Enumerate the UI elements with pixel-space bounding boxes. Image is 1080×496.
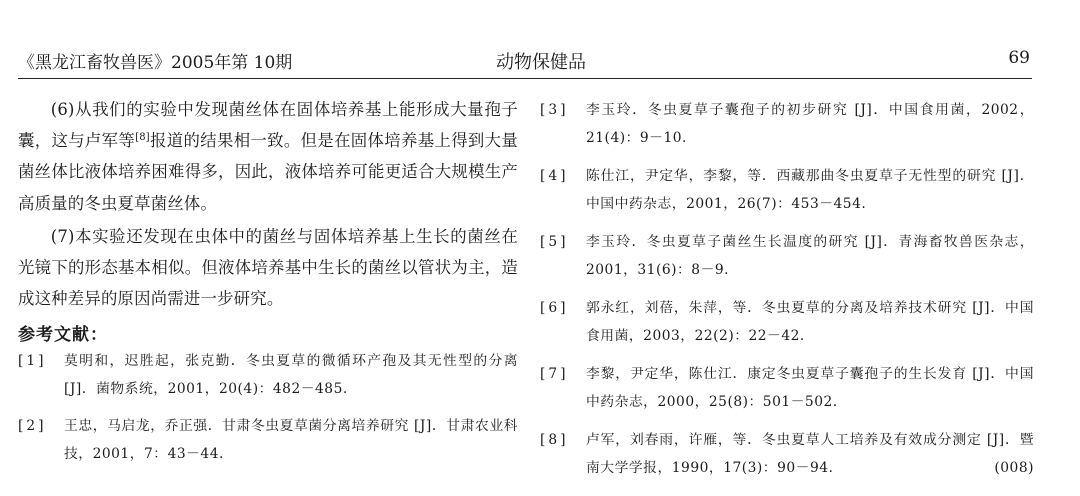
paragraph-7: (7)本实验还发现在虫体中的菌丝与固体培养基上生长的菌丝在光镜下的形态基本相似。但液体培养基中生长的菌丝以管状为主，造成这种差异的原因尚需进一步研究。 — [18, 226, 518, 309]
reference-number: [3] — [540, 102, 569, 118]
reference-item-7 — [540, 360, 1034, 416]
reference-text-body: 卢军，刘春雨，许雁，等．冬虫夏草人工培养及有效成分测定 [J]．暨南大学学报，1990，17(3)：90－94. — [586, 432, 1034, 476]
reference-number: [6] — [540, 300, 569, 316]
running-header — [18, 44, 1030, 74]
citation-8[interactable]: [8] — [135, 132, 150, 144]
reference-item-4 — [540, 162, 1034, 218]
header-rule — [18, 78, 1032, 79]
reference-text: 陈仕江，尹定华，李黎，等．西藏那曲冬虫夏草子无性型的研究 [J]．中国中药杂志，2001，26(7)：453－454. — [586, 168, 1034, 212]
reference-item-8 — [540, 426, 1034, 482]
reference-number: [4] — [540, 168, 569, 184]
reference-number: [1] — [18, 353, 47, 370]
reference-number: [2] — [18, 418, 47, 435]
reference-text: 李玉玲．冬虫夏草子囊孢子的初步研究 [J]．中国食用菌，2002，21(4)：9－10. — [586, 102, 1034, 146]
reference-text: 李黎，尹定华，陈仕江．康定冬虫夏草子囊孢子的生长发育 [J]．中国中药杂志，2000，25(8)：501－502. — [586, 366, 1034, 410]
paragraph-6 — [18, 94, 518, 219]
left-column — [18, 94, 518, 477]
article-code: (008) — [994, 460, 1034, 476]
reference-item-3 — [540, 96, 1034, 152]
reference-item-6 — [540, 294, 1034, 350]
reference-text: 李玉玲．冬虫夏草子菌丝生长温度的研究 [J]．青海畜牧兽医杂志，2001，31(6)：8－9. — [586, 234, 1034, 278]
references-title: 参考文献： — [18, 325, 108, 346]
section-title: 动物保健品 — [496, 52, 586, 73]
reference-item-5 — [540, 228, 1034, 284]
reference-text: 郭永红，刘蓓，朱萍，等．冬虫夏草的分离及培养技术研究 [J]．中国食用菌，2003，22(2)：22－42. — [586, 300, 1034, 344]
reference-text: 莫明和，迟胜起，张克勤．冬虫夏草的微循环产孢及其无性型的分离 [J]．菌物系统，2001，20(4)：482－485. — [64, 353, 518, 398]
reference-item-1 — [18, 347, 518, 403]
page-number: 69 — [1008, 48, 1030, 68]
paragraph-6-text-a: (6)从我们的实验中发现菌丝体在固体培养基上能形成大量孢子囊，这与卢军等 — [18, 100, 518, 151]
journal-issue: 《黑龙江畜牧兽医》2005年第 10期 — [18, 53, 293, 73]
reference-text: 王忠，马启龙，乔正强．甘肃冬虫夏草菌分离培养研究 [J]．甘肃农业科技，2001，7：43－44. — [64, 418, 518, 463]
reference-text — [586, 426, 1034, 482]
paragraph-6-text-b: 报道的结果相一致。但是在固体培养基上得到大量菌丝体比液体培养困难得多，因此，液体培养可能更适合大规模生产高质量的冬虫夏草菌丝体。 — [18, 131, 518, 213]
right-column — [540, 96, 1034, 492]
reference-number: [5] — [540, 234, 569, 250]
reference-number: [7] — [540, 366, 569, 382]
reference-item-2 — [18, 412, 518, 468]
reference-number: [8] — [540, 432, 569, 448]
